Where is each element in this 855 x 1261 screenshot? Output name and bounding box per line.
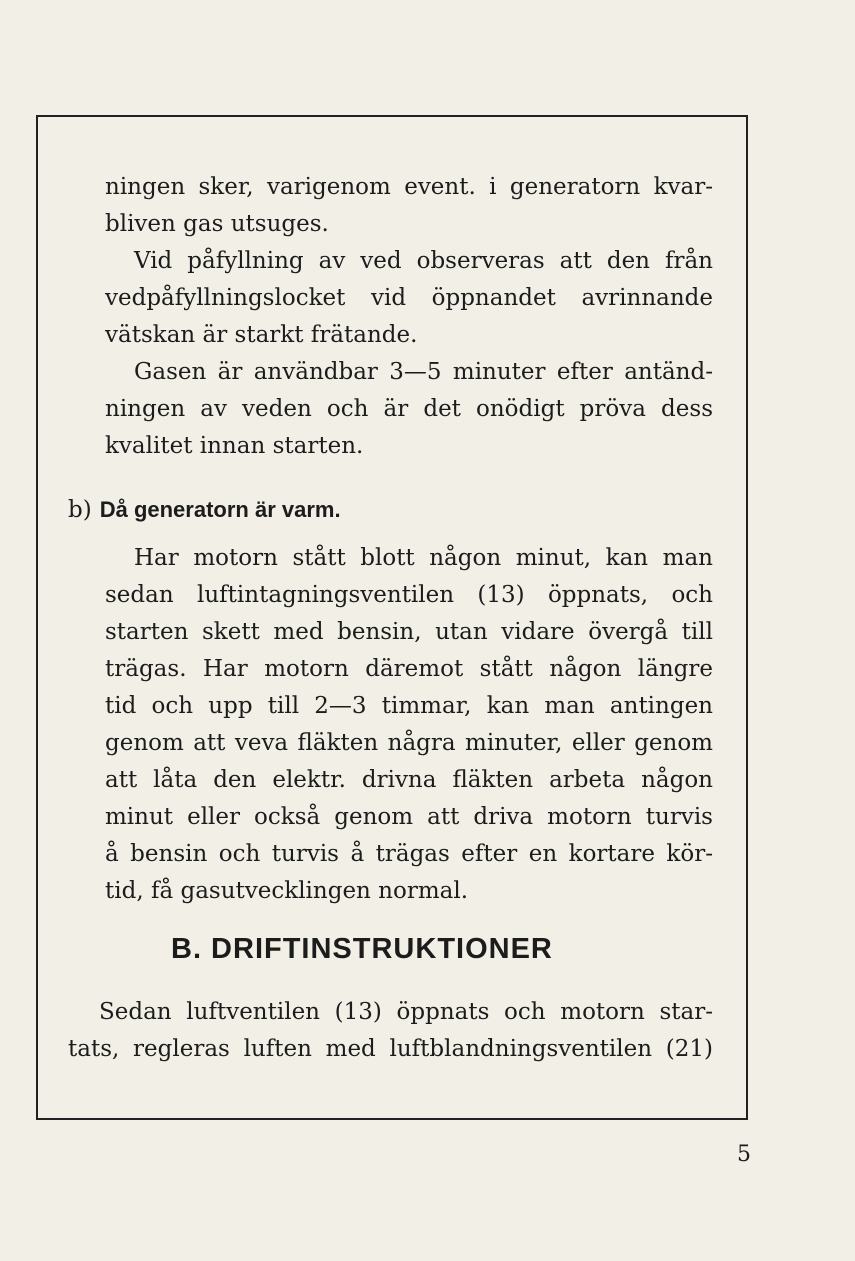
text-line: starten skett med bensin, utan vidare övergå till xyxy=(105,619,713,645)
text-line: tats, regleras luften med luftblandningsventilen (21) xyxy=(68,1036,713,1062)
text-line: Vid påfyllning av ved observeras att den från xyxy=(134,248,713,274)
page-number: 5 xyxy=(737,1142,751,1167)
text-line: bliven gas utsuges. xyxy=(105,211,329,237)
text-line: tid, få gasutvecklingen normal. xyxy=(105,878,469,904)
text-line: ningen sker, varigenom event. i generatorn kvar- xyxy=(105,174,713,200)
text-line: ningen av veden och är det onödigt pröva dess xyxy=(105,396,713,422)
text-line: vedpåfyllningslocket vid öppnandet avrinnande xyxy=(105,285,713,311)
text-line: att låta den elektr. drivna fläkten arbeta någon xyxy=(105,767,713,793)
subheading-title: Då generatorn är varm. xyxy=(99,497,341,522)
text-line: trägas. Har motorn däremot stått någon längre xyxy=(105,656,713,682)
section-heading: B. DRIFTINSTRUKTIONER xyxy=(171,933,553,965)
text-line: Sedan luftventilen (13) öppnats och motorn star- xyxy=(99,999,713,1025)
text-line: Har motorn stått blott någon minut, kan man xyxy=(134,545,713,571)
text-line: Gasen är användbar 3—5 minuter efter antänd- xyxy=(134,359,713,385)
text-line: å bensin och turvis å trägas efter en kortare kör- xyxy=(105,841,713,867)
text-line: kvalitet innan starten. xyxy=(105,433,364,459)
subheading-marker: b) xyxy=(68,497,92,523)
text-line: genom att veva fläkten några minuter, eller genom xyxy=(105,730,713,756)
text-line: vätskan är starkt frätande. xyxy=(105,322,418,348)
text-line: minut eller också genom att driva motorn turvis xyxy=(105,804,713,830)
text-line: tid och upp till 2—3 timmar, kan man antingen xyxy=(105,693,713,719)
text-line: sedan luftintagningsventilen (13) öppnats, och xyxy=(105,582,713,608)
bottom-rule xyxy=(36,1118,748,1120)
subheading xyxy=(68,493,341,527)
